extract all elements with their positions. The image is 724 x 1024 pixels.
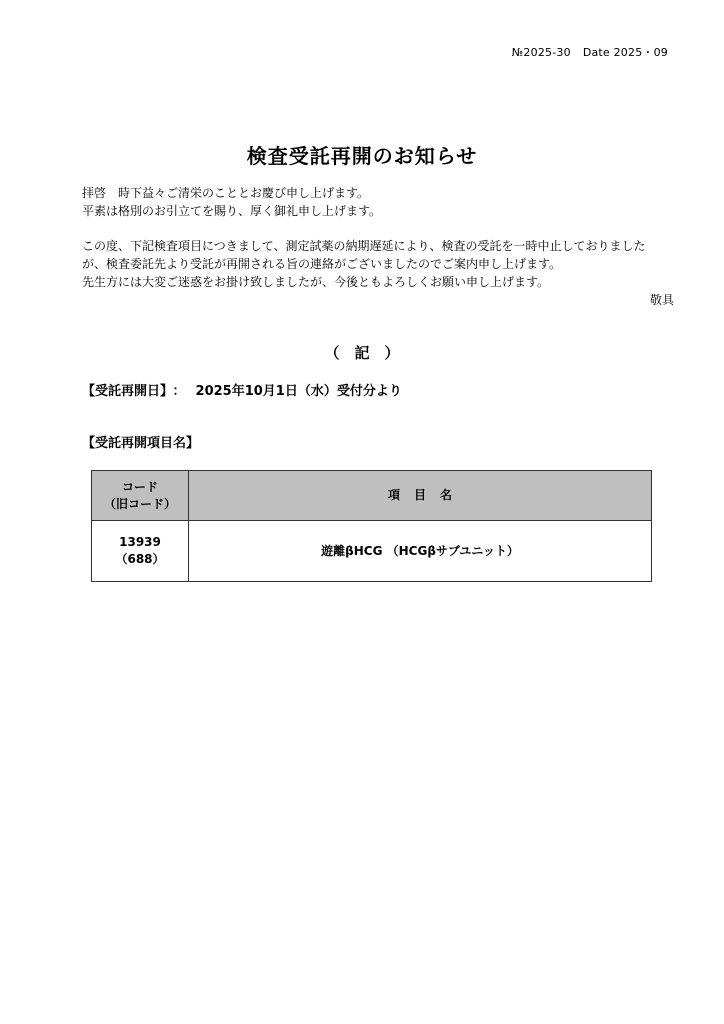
resume-date-label: 【受託再開日】 <box>82 384 167 399</box>
greeting-line: 平素は格別のお引立てを賜り、厚く御礼申し上げます。 <box>82 204 382 218</box>
code-cell <box>92 521 189 582</box>
body-line: この度、下記検査項目につきまして、測定試薬の納期遅延により、検査の受託を一時中止しておりました <box>82 239 646 253</box>
item-name-column-header <box>189 471 652 521</box>
item-name-header-label: 項目名 <box>387 488 466 502</box>
item-old-code: （688） <box>115 552 165 566</box>
body-line: 先生方には大変ご迷惑をお掛け致しましたが、今後ともよろしくお願い申し上げます。 <box>82 275 550 289</box>
ki-heading: （ 記 ） <box>324 344 400 362</box>
body-line: が、検査委託先より受託が再開される旨の連絡がございましたのでご案内申し上げます。 <box>82 257 562 271</box>
items-section-label: 【受託再開項目名】 <box>82 436 200 451</box>
document-date: Date 2025・09 <box>582 46 668 59</box>
resume-date-separator: ： <box>172 384 186 399</box>
closing-word: 敬具 <box>649 293 674 307</box>
document-number: №2025-30 <box>511 46 571 59</box>
table-row <box>92 521 652 582</box>
document-number-and-date <box>512 44 668 60</box>
greeting-paragraph <box>82 184 381 220</box>
table-header-row <box>92 471 652 521</box>
items-table <box>91 470 652 582</box>
code-column-header <box>92 471 189 521</box>
page-title: 検査受託再開のお知らせ <box>246 144 478 168</box>
code-header-label: コード <box>121 479 158 494</box>
body-paragraph <box>82 237 646 291</box>
item-code: 13939 <box>119 535 161 549</box>
item-name-cell: 遊離βHCG （HCGβサブユニット） <box>189 521 652 582</box>
old-code-header-label: （旧コード） <box>103 496 176 511</box>
greeting-line: 拝啓 時下益々ご清栄のこととお慶び申し上げます。 <box>82 186 370 200</box>
resume-date-value: 2025年10月1日（水）受付分より <box>195 384 402 399</box>
resume-date-line <box>82 380 402 399</box>
